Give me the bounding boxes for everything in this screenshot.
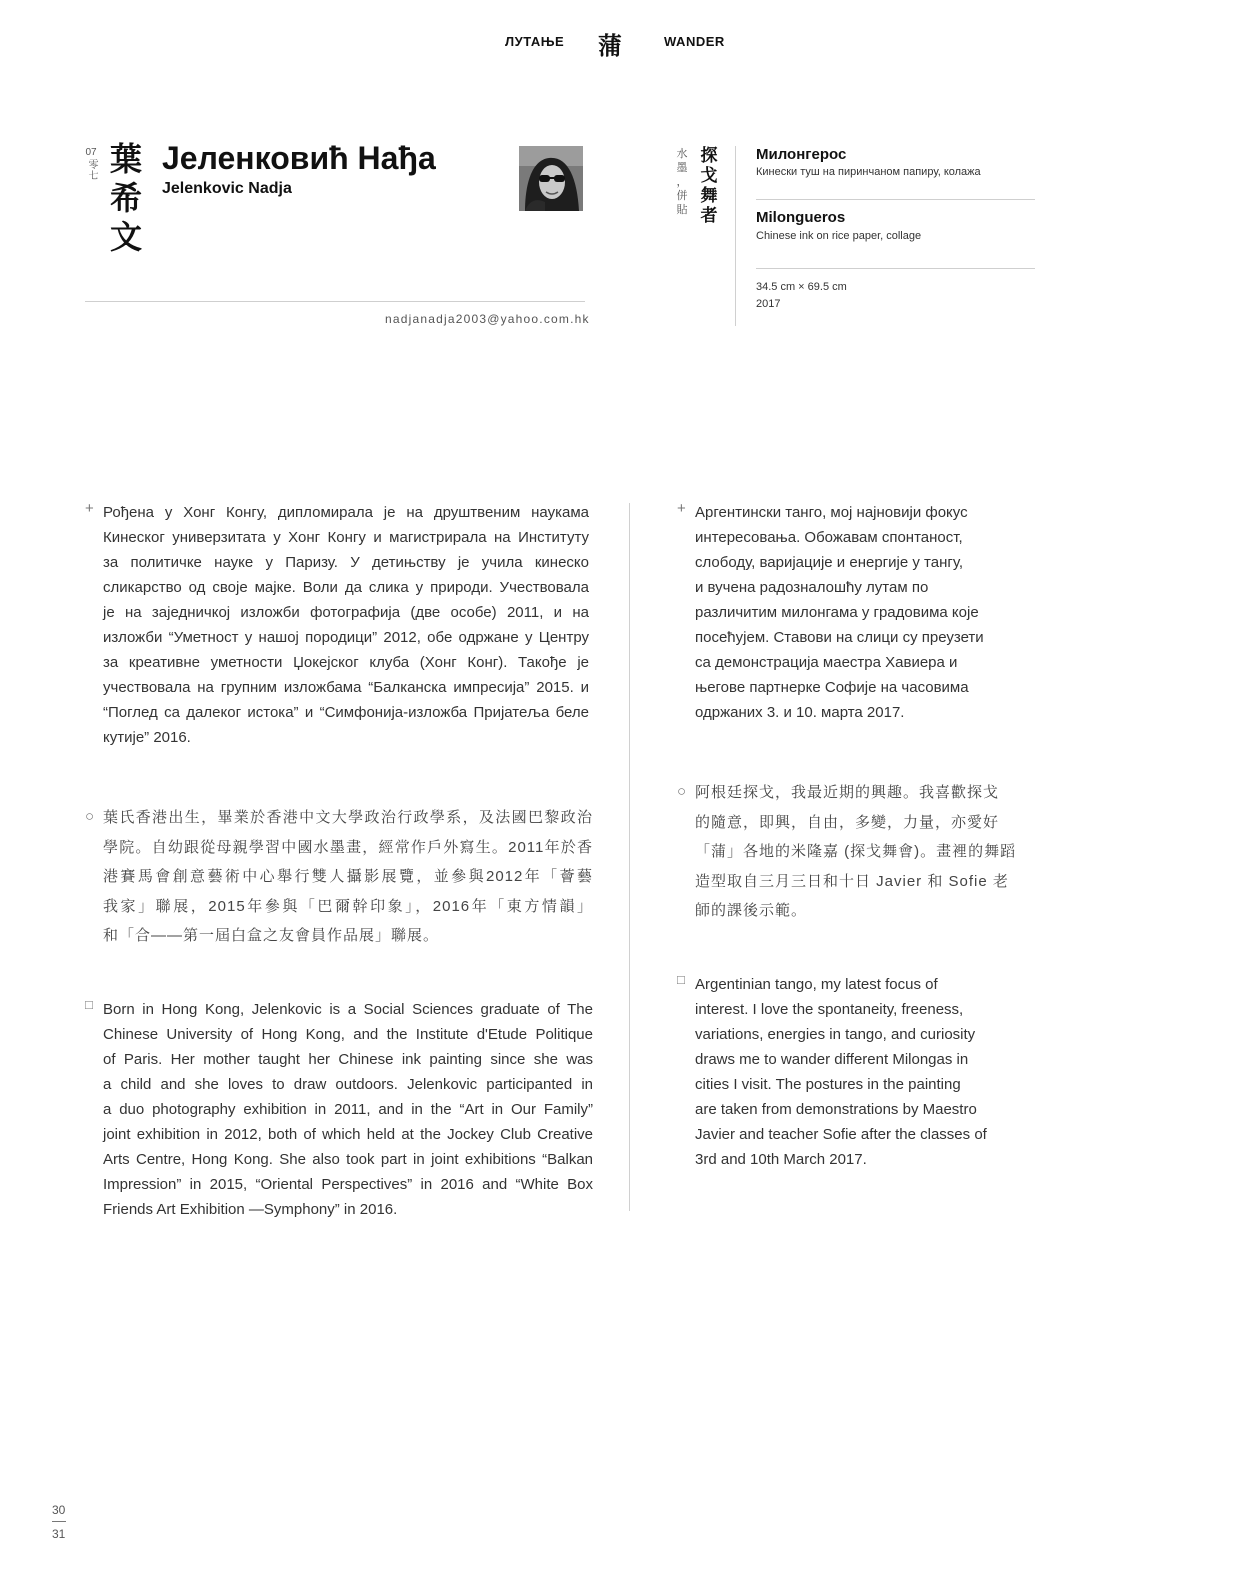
- text-line: за политичке науке у Паризу. У детињству је учила кинеско: [103, 554, 589, 571]
- text-line: 的隨意，即興，自由，多變，力量，亦愛好: [695, 813, 1000, 831]
- artwork-title-chinese-char: 戈: [700, 166, 718, 185]
- artwork-medium-english: Chinese ink on rice paper, collage: [756, 230, 922, 242]
- text-line: 「蒲」各地的米隆嘉 (探戈舞會)。畫裡的舞蹈: [695, 843, 1017, 860]
- text-line: of Paris. Her mother taught her Chinese ink painting since she was: [103, 1051, 593, 1068]
- text-line: Impression” in 2015, “Oriental Perspectives” in 2016 and “White Box: [103, 1176, 593, 1193]
- artwork-title-chinese: [699, 146, 719, 226]
- text-line: draws me to wander different Milongas in: [695, 1051, 969, 1068]
- bio-serbian-text: [103, 500, 589, 750]
- bio-english: [85, 997, 593, 1222]
- plus-marker-icon: +: [677, 500, 686, 517]
- bio-chinese: [85, 803, 593, 951]
- text-line: 我家」聯展，2015年參與「巴爾幹印象」，2016年「東方情韻」: [103, 897, 593, 915]
- artwork-medium-chinese-char: 併: [676, 190, 688, 202]
- square-marker-icon: □: [677, 972, 685, 987]
- text-line: 3rd and 10th March 2017.: [695, 1151, 867, 1168]
- text-line: Born in Hong Kong, Jelenkovic is a Social Sciences graduate of The: [103, 1001, 593, 1018]
- text-line: и вучена радозналошћу лутам по: [695, 579, 929, 596]
- bio-english-text: [103, 997, 593, 1222]
- text-line: Рођена у Хонг Конгу, дипломирала је на друштвеним наукама: [103, 504, 589, 521]
- text-line: 學院。自幼跟從母親學習中國水墨畫，經常作戶外寫生。2011年於香: [103, 838, 593, 856]
- text-line: интересовања. Обожавам спонтаност,: [695, 529, 963, 546]
- statement-serbian: [677, 500, 1025, 725]
- text-line: Friends Art Exhibition —Symphony” in 2016.: [103, 1201, 398, 1218]
- artist-name-chinese-char: 希: [110, 180, 143, 216]
- artist-number-chinese: 零七: [86, 159, 97, 181]
- bio-serbian: [85, 500, 589, 750]
- text-line: a child and she loves to draw outdoors. Jelenkovic participanted in: [103, 1076, 593, 1093]
- artwork-title-serbian: Милонгерос: [756, 146, 847, 163]
- running-header-english: WANDER: [664, 34, 725, 49]
- text-line: Chinese University of Hong Kong, and the Institute d'Etude Politique: [103, 1026, 593, 1043]
- artist-portrait: [519, 146, 583, 211]
- artwork-medium-chinese-char: ，: [676, 176, 688, 188]
- text-line: variations, energies in tango, and curiosity: [695, 1026, 976, 1043]
- text-line: 師的課後示範。: [695, 902, 808, 919]
- artist-portrait-image: [519, 146, 583, 211]
- running-header-chinese: 蒲: [598, 33, 623, 60]
- artwork-medium-chinese-char: 墨: [676, 162, 688, 174]
- text-line: interest. I love the spontaneity, freeness,: [695, 1001, 964, 1018]
- statement-serbian-text: [695, 500, 1025, 725]
- text-line: за креативне уметности Џокејског клуба (Хонг Конг). Такође је: [103, 654, 589, 671]
- text-line: Javier and teacher Sofie after the classes of: [695, 1126, 987, 1143]
- text-line: са демонстрација маестра Хавиера и: [695, 654, 958, 671]
- artist-number: [84, 147, 98, 181]
- text-line: are taken from demonstrations by Maestro: [695, 1101, 977, 1118]
- plus-marker-icon: +: [85, 500, 94, 517]
- text-line: cities I visit. The postures in the painting: [695, 1076, 961, 1093]
- artist-name-cyrillic: Јеленковић Нађа: [162, 140, 436, 176]
- text-line: учествовала на групним изложбама “Балканска импресија” 2015. и: [103, 679, 589, 696]
- artwork-divider: [756, 268, 1035, 269]
- text-line: 阿根廷探戈，我最近期的興趣。我喜歡探戈: [695, 784, 1000, 801]
- page-number-left: 30: [52, 1503, 66, 1517]
- bio-chinese-text: [103, 803, 593, 951]
- text-line: његове партнерке Софије на часовима: [695, 679, 969, 696]
- artist-name-latin: Jelenkovic Nadja: [162, 180, 292, 197]
- text-line: сликарство од своје мајке. Воли да слика у природи. Учествовала: [103, 579, 589, 596]
- artwork-medium-chinese: [675, 147, 689, 217]
- artist-name-chinese-char: 文: [110, 219, 143, 255]
- artist-email[interactable]: nadjanadja2003@yahoo.com.hk: [385, 312, 590, 326]
- text-line: 和「合——第一屆白盒之友會員作品展」聯展。: [103, 927, 440, 944]
- text-line: 葉氏香港出生，畢業於香港中文大學政治行政學系，及法國巴黎政治: [103, 809, 593, 826]
- statement-english: [677, 972, 1025, 1172]
- artwork-title-chinese-char: 者: [700, 206, 718, 225]
- artwork-medium-chinese-char: 貼: [676, 204, 688, 216]
- text-line: је на заједничкој изложби фотографија (две особе) 2011, и на: [103, 604, 589, 621]
- text-line: слободу, варијације и енергије у тангу,: [695, 554, 963, 571]
- artist-name-chinese: [110, 140, 146, 257]
- artwork-medium-chinese-char: 水: [676, 148, 688, 160]
- text-line: посећујем. Ставови на слици су преузети: [695, 629, 984, 646]
- artist-number-digits: 07: [85, 147, 97, 158]
- text-line: a duo photography exhibition in 2011, and in the “Art in Our Family”: [103, 1101, 593, 1118]
- statement-chinese-text: [695, 778, 1025, 926]
- text-line: одржаних 3. и 10. марта 2017.: [695, 704, 905, 721]
- page-number-right: 31: [52, 1527, 66, 1541]
- artwork-title-chinese-char: 探: [700, 146, 718, 165]
- text-line: joint exhibition in 2012, both of which held at the Jockey Club Creative: [103, 1126, 593, 1143]
- running-header-serbian: ЛУТАЊЕ: [505, 34, 565, 49]
- artwork-medium-serbian: Кинески туш на пиринчаном папиру, колажа: [756, 166, 981, 178]
- text-line: 港賽馬會創意藝術中心舉行雙人攝影展覽，並參與2012年「薈藝: [103, 868, 593, 885]
- column-divider: [629, 503, 630, 1211]
- text-line: Argentinian tango, my latest focus of: [695, 976, 938, 993]
- text-line: кутије” 2016.: [103, 729, 191, 746]
- artwork-title-english: Milongueros: [756, 209, 846, 226]
- square-marker-icon: □: [85, 997, 93, 1012]
- artwork-vertical-divider: [735, 146, 736, 326]
- text-line: “Поглед са далеког истока” и “Симфонија-изложба Пријатеља беле: [103, 704, 589, 721]
- statement-english-text: [695, 972, 1025, 1172]
- statement-chinese: [677, 778, 1025, 926]
- artwork-divider: [756, 199, 1035, 200]
- circle-marker-icon: ○: [85, 808, 95, 825]
- text-line: Кинеског универзитата у Хонг Конгу и магистрирала на Институту: [103, 529, 589, 546]
- text-line: 造型取自三月三日和十日 Javier 和 Sofie 老: [695, 872, 1009, 890]
- text-line: Аргентински танго, мој најновији фокус: [695, 504, 968, 521]
- artwork-year: 2017: [756, 298, 781, 310]
- artist-name-chinese-char: 葉: [110, 141, 143, 177]
- text-line: изложби “Уметност у нашој породици” 2012, обе одржане у Центру: [103, 629, 589, 646]
- page-number-divider: [52, 1521, 66, 1522]
- circle-marker-icon: ○: [677, 783, 687, 800]
- text-line: различитим милонгама у градовима које: [695, 604, 979, 621]
- text-line: Arts Centre, Hong Kong. She also took part in joint exhibitions “Balkan: [103, 1151, 593, 1168]
- artist-divider: [85, 301, 585, 302]
- artwork-title-chinese-char: 舞: [700, 186, 718, 205]
- artwork-dimensions: 34.5 cm × 69.5 cm: [756, 281, 847, 293]
